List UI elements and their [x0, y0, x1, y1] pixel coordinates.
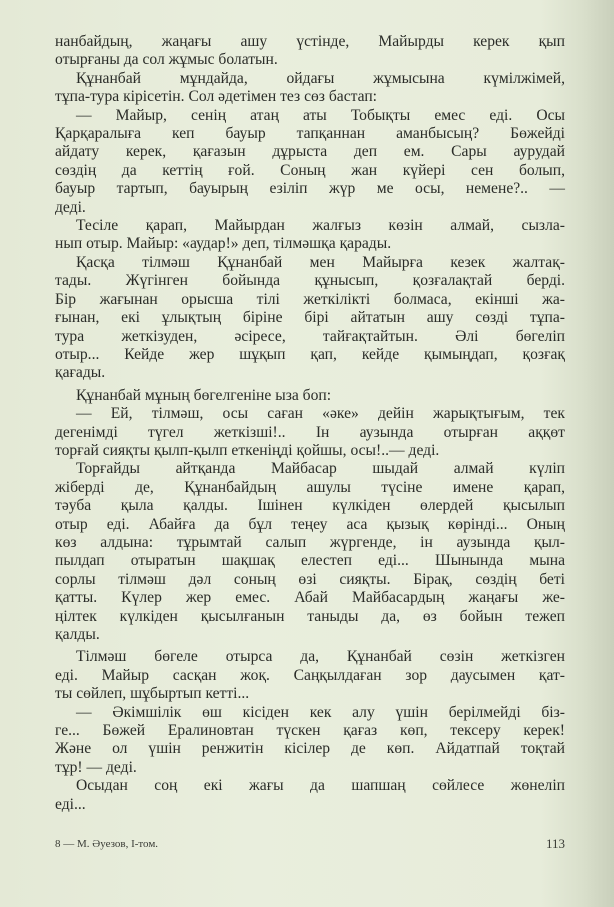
- text-line: ге... Бөжей Ералиновтан түскен қағаз көп, тексеру керек!: [55, 722, 565, 740]
- text-line: отырғаны да сол жұмыс болатын.: [55, 51, 278, 69]
- page-number: 113: [545, 836, 565, 851]
- paragraph: [55, 33, 565, 70]
- text-line: ңілтек күлкіден қысылғанын таныды да, өз бойын тежеп: [55, 607, 565, 625]
- text-line: қағады.: [55, 364, 106, 382]
- paragraph: [55, 217, 565, 254]
- paragraph: [55, 387, 565, 405]
- text-line: Тілмәш бөгеле отырса да, Құнанбай сөзін жеткізген: [76, 648, 565, 666]
- paragraph: [55, 777, 565, 814]
- text-line: сөздің да кеттің ғой. Соның жан күйері сен болып,: [55, 161, 565, 179]
- text-line: Бір жағынан орысша тілі жеткілікті болмаса, екінші жа-: [55, 290, 565, 308]
- text-line: дегенімді түгел жеткізші!.. Ін аузында отырған аққөт: [55, 423, 565, 441]
- page-body: [55, 33, 565, 814]
- paragraph: [55, 70, 565, 107]
- text-line: Қарқаралыға кеп бауыр тапқаннан аманбысың? Бөжейді: [55, 125, 565, 143]
- text-line: көз алдына: тұрымтай салып жүргенде, ін аузында қыл-: [55, 533, 565, 551]
- text-line: нанбайдың, жаңағы ашу үстінде, Майырды керек қып: [55, 33, 565, 50]
- text-line: жіберді де, Құнанбайдың ашулы түсіне имене қарап,: [55, 478, 565, 496]
- text-line: Құнанбай мұндайда, ойдағы жұмысына күмілжімей,: [76, 69, 565, 87]
- text-line: — Әкімшілік өш кісіден кек алу үшін берілмейді біз-: [76, 703, 565, 721]
- text-line: Құнанбай мұның бөгелгеніне ыза боп:: [76, 386, 332, 404]
- text-line: деді.: [55, 198, 86, 216]
- text-line: тура жеткізуден, әсіресе, тайғақтайтын. Әлі бөгеліп: [55, 327, 565, 345]
- text-line: сорлы тілмәш дәл соның өзі сияқты. Бірақ, сөздің беті: [55, 570, 565, 588]
- text-line: Тесіле қарап, Майырдан жалғыз көзін алмай, сызла-: [76, 217, 565, 235]
- paragraph: [55, 704, 565, 778]
- text-line: қалды.: [55, 626, 100, 643]
- text-line: тәуба қыла қалды. Ішінен күлкіден өлердей қысылып: [55, 497, 565, 515]
- text-line: Және ол үшін ренжитін кісілер де көп. Айдатпай тоқтай: [55, 740, 565, 758]
- text-line: бауыр тартып, бауырың езіліп жүр ме осы, немене?.. —: [55, 180, 565, 198]
- text-line: ты сөйлеп, шұбыртып кетті...: [55, 685, 250, 703]
- text-line: — Ей, тілмәш, осы саған «әке» дейін жарықтығым, тек: [76, 405, 565, 423]
- page-footer: [55, 838, 565, 850]
- paragraph: [55, 254, 565, 383]
- text-line: қатты. Күлер жер емес. Абай Майбасардың жаңағы же-: [55, 589, 565, 607]
- text-line: еді...: [55, 795, 86, 813]
- text-line: отыр еді. Абайға да бұл теңеу аса қызық көрінді... Оның: [55, 515, 565, 533]
- paragraph: [55, 648, 565, 703]
- text-line: пылдап отыратын шақшақ елестеп еді... Шынында мына: [55, 552, 565, 570]
- paragraph: [55, 107, 565, 217]
- text-line: тұпа-тура кірісетін. Сол әдетімен тез сөз бастап:: [55, 88, 378, 106]
- text-line: еді. Майыр сасқан жоқ. Саңқылдаған зор даусымен қат-: [55, 666, 565, 684]
- paragraph: [55, 460, 565, 644]
- text-line: Қасқа тілмәш Құнанбай мен Майырға кезек жалтақ-: [76, 253, 565, 271]
- text-line: тады. Жүгінген бойында құнысып, қозғалақтай берді.: [55, 272, 565, 290]
- text-line: Осыдан соң екі жағы да шапшаң сөйлесе жөнеліп: [76, 777, 565, 795]
- text-line: нып отыр. Майыр: «аудар!» деп, тілмәшқа қарады.: [55, 235, 392, 253]
- text-line: торғай сияқты қылп-қылп еткеніңді қойшы, осы!..— деді.: [55, 441, 440, 459]
- footer-signature: 8 — М. Әуезов, I-том.: [55, 838, 159, 850]
- text-line: айдату керек, қағазын дұрыста деп ем. Сары аурудай: [55, 143, 565, 161]
- text-line: Торғайды айтқанда Майбасар шыдай алмай күліп: [76, 460, 565, 478]
- text-line: ғынан, екі ұлықтың біріне бірі айтатын ашу сөзді тұпа-: [55, 309, 565, 327]
- text-line: — Майыр, сенің атаң аты Тобықты емес еді. Осы: [76, 106, 565, 124]
- paragraph: [55, 405, 565, 460]
- text-line: тұр! — деді.: [55, 758, 137, 776]
- text-line: отыр... Кейде жер шұқып қап, кейде қымыңдап, қозғақ: [55, 345, 565, 363]
